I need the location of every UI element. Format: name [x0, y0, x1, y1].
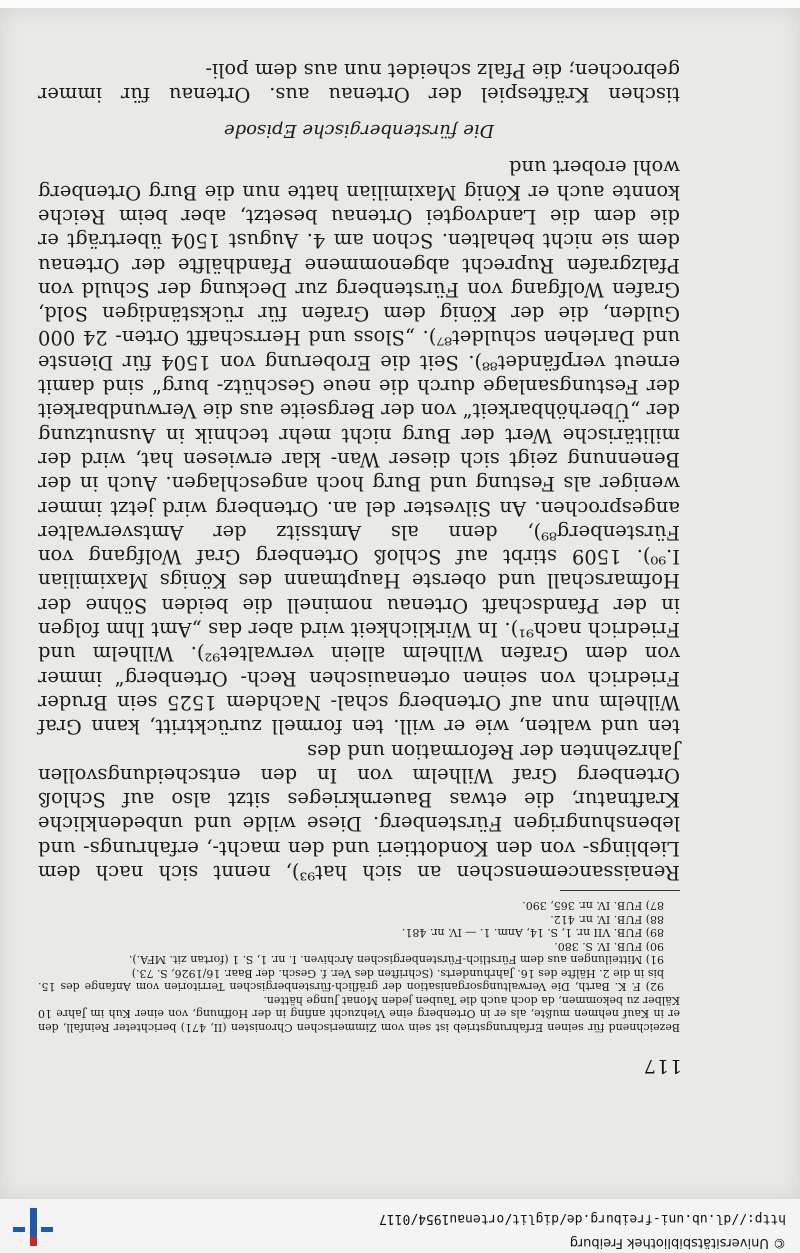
- footnote-number: 92): [645, 980, 664, 994]
- footnote-text: FUB. IV. nr. 412.: [550, 913, 643, 926]
- footnote-number: 88): [645, 913, 664, 926]
- footnote-text: FUB. IV. S. 380.: [554, 940, 643, 953]
- page-url-link[interactable]: http://dl.ub.uni-freiburg.de/diglit/ortenau1954/0117: [379, 1211, 786, 1226]
- footnote-92: [38, 967, 680, 994]
- ub-freiburg-logo-icon[interactable]: [11, 1206, 55, 1248]
- footnote-text: F. K. Barth, Die Verwaltungsorganisation der gräflich-fürstenbergischen Territorien vom Anfange des 15. bis in die 2. Hälfte des 16. Jahrhunderts. (Schriften des Ver. f. Gesch. der Baar. 16/1926, S. 73.): [38, 967, 664, 994]
- page-number: 117: [642, 1055, 682, 1077]
- page-body: [38, 58, 680, 1035]
- footnote-89: [38, 926, 680, 940]
- scan-paper: [0, 8, 800, 1199]
- footnote-divider: [560, 890, 680, 891]
- footnote-text: FUB. VII nr. 1, S. 14, Anm. 1. — IV. nr. 481.: [401, 926, 643, 940]
- footnote-91: [38, 953, 680, 967]
- footnote-continuation: Bezeichnend für seinen Erfahrungstrieb ist sein vom Zimmerischen Chronisten (II, 471) berichteter Reinfall, den er in Kauf nehmen mußte, als er in Ortenberg eine Viehzucht anfing in der Hoffnung, von einer Kuh im Jahre 10 Kälber zu bekommen, da doch auch die Tauben jeden Monat Junge hätten.: [38, 994, 680, 1034]
- footnote-number: 87): [645, 899, 664, 913]
- footnote-text: FUB. IV. nr. 365, 390.: [522, 899, 643, 913]
- footnote-number: 90): [645, 940, 664, 953]
- paragraph-pfalz: tischen Kräftespiel der Ortenau aus. Ortenau für immer gebrochen; die Pfalz scheidet nun aus dem poli-: [38, 58, 680, 107]
- paragraph-ortenberg: ten und walten, wie er will. ten formell zurücktritt, kann Graf Wilhelm nun auf Ortenberg schal- Nachdem 1525 sein Bruder Friedrich von seinen ortenauischen Rech- Ortenberg“ immer von dem Grafen Wilhelm allein verwaltet⁹²). Wilhelm und Friedrich nach⁹¹). In Wirklichkeit wird aber das „Amt Ihm folgen in der Pfandschaft Ortenau nominell die beiden Söhne der Hofmarschall und oberste Hauptmann des Königs Maximilian I.⁹⁰). 1509 stirbt auf Schloß Ortenberg Graf Wolfgang von Fürstenberg⁸⁹), denn als Amtssitz der Amtsverwalter angesprochen. An Silvester del an. Ortenberg wird jetzt immer weniger als Festung und Burg hoch angeschlagen. Auch in der Benennung zeigt sich dieser Wan- klar erwiesen hat, wird der militärische Wert der Burg nicht mehr technik in Ausnutzung der „Überhöhbarkeit“ von der Bergseite aus die Verwundbarkeit der Festungsanlage durch die neue Geschütz- burg“ sind damit erneut verpfändet⁸⁸). Seit die Eroberung von 1504 für Dienste und Darlehen schuldet⁸⁷). „Sloss und Herrschafft Orten- 24 000 Gulden, die der König dem Grafen für rückständigen Sold, Grafen Wolfgang von Fürstenberg zur Deckung der Schuld von Pfalzgrafen Ruprecht abgenommene Pfandhälfte der Ortenau dem sie nicht behalten. Schon am 4. August 1504 überträgt er die dem die Landvogtei Ortenau besetzt, aber beim Reiche konnte auch er König Maximilian hatte nun die Burg Ortenberg wohl erobert und: [38, 156, 680, 739]
- section-title: Die fürstenbergische Episode: [223, 120, 495, 142]
- footnote-87: [38, 899, 680, 913]
- footnote-text: Mitteilungen aus dem Fürstlich-Fürstenbergischen Archiven. I. nr. 1, S. 1 (fortan zit. MFA.).: [128, 953, 643, 967]
- footnote-88: [38, 913, 680, 927]
- viewer-header: [0, 1198, 800, 1253]
- footnote-90: [38, 940, 680, 954]
- footnote-number: 89): [645, 926, 664, 940]
- footnote-number: 91): [645, 953, 664, 967]
- library-copyright: © Universitätsbibliothek Freiburg: [569, 1235, 786, 1250]
- paragraph-renaissance: Renaissancemenschen an sich hat⁹³), nennt sich nach dem Lieblings- von den Kondottieri und den macht-, erfahrungs- und lebenshungrigen Fürstenberg. Diese wilde und unbedenkliche Kraftnatur, die etwas Bauernkrieges sitzt also auf Schloß Ortenberg Graf Wilhelm von In den entscheidungsvollen Jahrzehnten der Reformation und des: [38, 739, 680, 884]
- bottom-edge: [0, 0, 800, 8]
- footnotes-block: [38, 899, 680, 994]
